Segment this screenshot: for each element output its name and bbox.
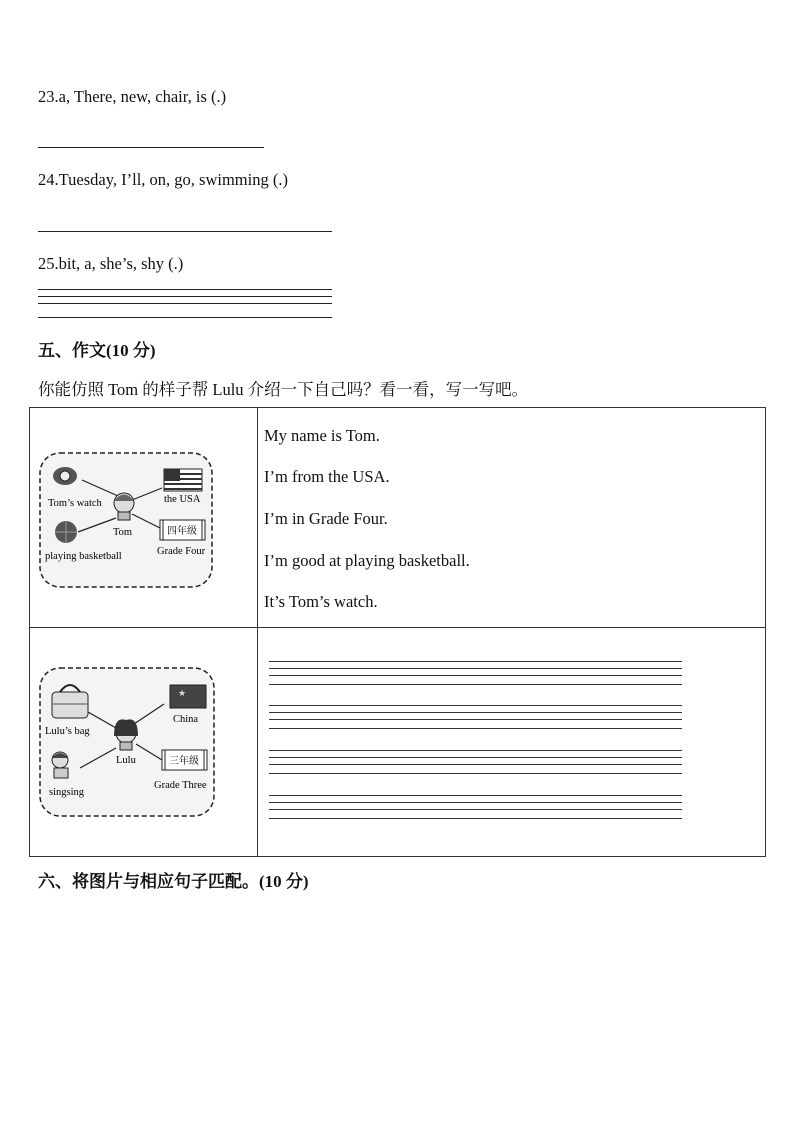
label-lulu: Lulu	[116, 755, 136, 766]
label-tom: Tom	[113, 527, 133, 538]
writing-line[interactable]	[269, 795, 682, 796]
writing-line[interactable]	[269, 675, 682, 676]
tom-mindmap	[30, 408, 258, 628]
lulu-writing-cell[interactable]	[258, 628, 766, 857]
writing-instruction: 你能仿照 Tom 的样子帮 Lulu 介绍一下自己吗？看一看，写一写吧。	[38, 380, 529, 399]
basketball-icon	[55, 521, 77, 543]
writing-line[interactable]	[269, 684, 682, 685]
question-24: 24.Tuesday, I’ll, on, go, swimming (.)	[38, 170, 288, 189]
china-flag-icon	[170, 685, 206, 708]
writing-line[interactable]	[269, 809, 682, 810]
writing-line[interactable]	[269, 750, 682, 751]
tom-sentences-cell	[258, 408, 766, 628]
grade-sign-text: 三年级	[169, 756, 199, 767]
question-25: 25.bit, a, she’s, shy (.)	[38, 254, 184, 273]
section-6-heading: 六、将图片与相应句子匹配。(10 分)	[38, 872, 309, 891]
label-toms-watch: Tom’s watch	[48, 498, 102, 509]
lulu-mindmap	[30, 628, 258, 857]
writing-line[interactable]	[269, 773, 682, 774]
writing-line[interactable]	[269, 757, 682, 758]
tom-picture-cell	[30, 408, 258, 628]
answer-line-23[interactable]	[38, 147, 264, 148]
grade-sign-icon	[162, 750, 207, 770]
sentence-5: It’s Tom’s watch.	[264, 592, 378, 611]
watch-icon	[53, 467, 77, 485]
label-the-usa: the USA	[164, 494, 201, 505]
sentence-3: I’m in Grade Four.	[264, 509, 388, 528]
writing-line[interactable]	[269, 728, 682, 729]
sentence-4: I’m good at playing basketball.	[264, 551, 470, 570]
answer-line-25b[interactable]	[38, 296, 332, 297]
label-singsing: singsing	[49, 787, 85, 798]
grade-sign-icon	[160, 520, 205, 540]
writing-table	[29, 407, 766, 857]
question-23: 23.a, There, new, chair, is (.)	[38, 87, 227, 106]
writing-line[interactable]	[269, 705, 682, 706]
label-china: China	[173, 714, 199, 725]
usa-flag-icon	[164, 469, 202, 491]
answer-line-25a[interactable]	[38, 289, 332, 290]
sentence-1: My name is Tom.	[264, 426, 380, 445]
label-playing-basketball: playing basketball	[45, 551, 122, 562]
section-5-heading: 五、作文(10 分)	[38, 341, 156, 360]
writing-line[interactable]	[269, 668, 682, 669]
writing-line[interactable]	[269, 764, 682, 765]
label-lulus-bag: Lulu’s bag	[45, 726, 90, 737]
writing-line[interactable]	[269, 661, 682, 662]
svg-text:★: ★	[178, 689, 187, 699]
answer-line-25c[interactable]	[38, 303, 332, 304]
writing-line[interactable]	[269, 818, 682, 819]
singing-girl-icon	[52, 752, 68, 778]
label-grade-three: Grade Three	[154, 780, 207, 791]
grade-sign-text: 四年级	[167, 526, 197, 537]
writing-line[interactable]	[269, 719, 682, 720]
sentence-2: I’m from the USA.	[264, 467, 390, 486]
answer-line-24[interactable]	[38, 231, 332, 232]
writing-line[interactable]	[269, 712, 682, 713]
label-grade-four: Grade Four	[157, 546, 206, 557]
answer-line-25d[interactable]	[38, 317, 332, 318]
lulu-picture-cell	[30, 628, 258, 857]
writing-line[interactable]	[269, 802, 682, 803]
